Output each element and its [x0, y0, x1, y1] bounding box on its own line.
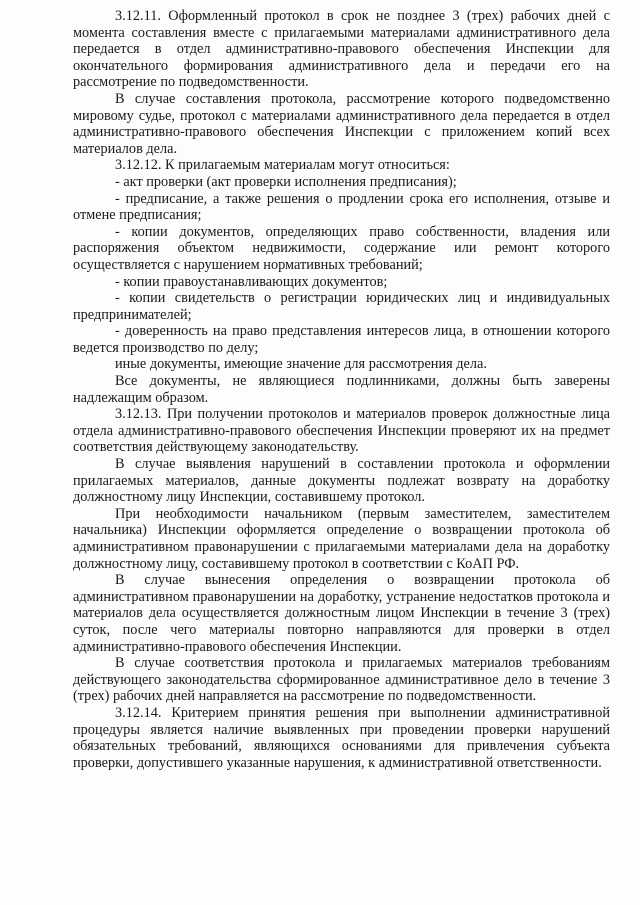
paragraph-3-12-14: 3.12.14. Критерием принятия решения при выполнении административной процедуры является наличие выявленных при проведении проверки нарушений обязательных требований, являющихся основаниями для привлечения субъекта проверки, допустившего указанные нарушения, к административной ответственности. [73, 704, 610, 771]
list-item-title-documents: - копии правоустанавливающих документов; [115, 273, 388, 290]
list-item-power-of-attorney: - доверенность на право представления интересов лица, в отношении которого ведется производство по делу; [73, 323, 610, 356]
paragraph-3-12-11: 3.12.11. Оформленный протокол в срок не позднее 3 (трех) рабочих дней с момента составления вместе с прилагаемыми материалами административного дела передается в отдел административно-правового обеспечения Инспекции для окончательного формирования административного дела и передачи его на рассмотрение по подведомственности. [73, 8, 610, 91]
list-item-other-documents: иные документы, имеющие значение для рассмотрения дела. [115, 356, 487, 373]
list-item-inspection-act: - акт проверки (акт проверки исполнения предписания); [115, 173, 457, 190]
list-item-ownership-copies: - копии документов, определяющих право собственности, владения или распоряжения объектом недвижимости, содержание или ремонт которого осуществляется с нарушением нормативных требований; [73, 223, 610, 273]
paragraph-compliance-forwarding: В случае соответствия протокола и прилагаемых материалов требованиям действующего законодательства сформированное административное дело в течение 3 (трех) рабочих дней направляется на рассмотрение по подведомственности. [73, 655, 610, 705]
paragraph-3-12-12: 3.12.12. К прилагаемым материалам могут относиться: [115, 157, 450, 174]
list-item-registration-certificates: - копии свидетельств о регистрации юридических лиц и индивидуальных предпринимателей; [73, 290, 610, 323]
paragraph-rework-deadline: В случае вынесения определения о возвращении протокола об административном правонарушении на доработку, устранение недостатков протокола и материалов дела осуществляется должностным лицом Инспекции в течение 3 (трех) суток, после чего материалы повторно направляются для проверки в отдел административно-правового обеспечения Инспекции. [73, 572, 610, 655]
paragraph-return-determination: При необходимости начальником (первым заместителем, заместителем начальника) Инспекции оформляется определение о возвращении протокола об административном правонарушении с прилагаемыми материалами дела на доработку должностному лицу, составившему протокол в соответствии с КоАП РФ. [73, 505, 610, 572]
paragraph-3-12-13: 3.12.13. При получении протоколов и материалов проверок должностные лица отдела административно-правового обеспечения Инспекции проверяют их на предмет соответствия действующему законодательству. [73, 406, 610, 456]
list-item-order: - предписание, а также решения о продлении срока его исполнения, отзыве и отмене предписания; [73, 190, 610, 224]
paragraph-magistrate-case: В случае составления протокола, рассмотрение которого подведомственно мировому судье, протокол с материалами административного дела передается в отдел административно-правового обеспечения Инспекции с приложением копий всех материалов дела. [73, 90, 610, 157]
paragraph-violations-return: В случае выявления нарушений в составлении протокола и оформлении прилагаемых материалов, данные документы подлежат возврату на доработку должностному лицу Инспекции, составившему протокол. [73, 456, 610, 506]
paragraph-certified-copies: Все документы, не являющиеся подлинниками, должны быть заверены надлежащим образом. [73, 373, 610, 406]
